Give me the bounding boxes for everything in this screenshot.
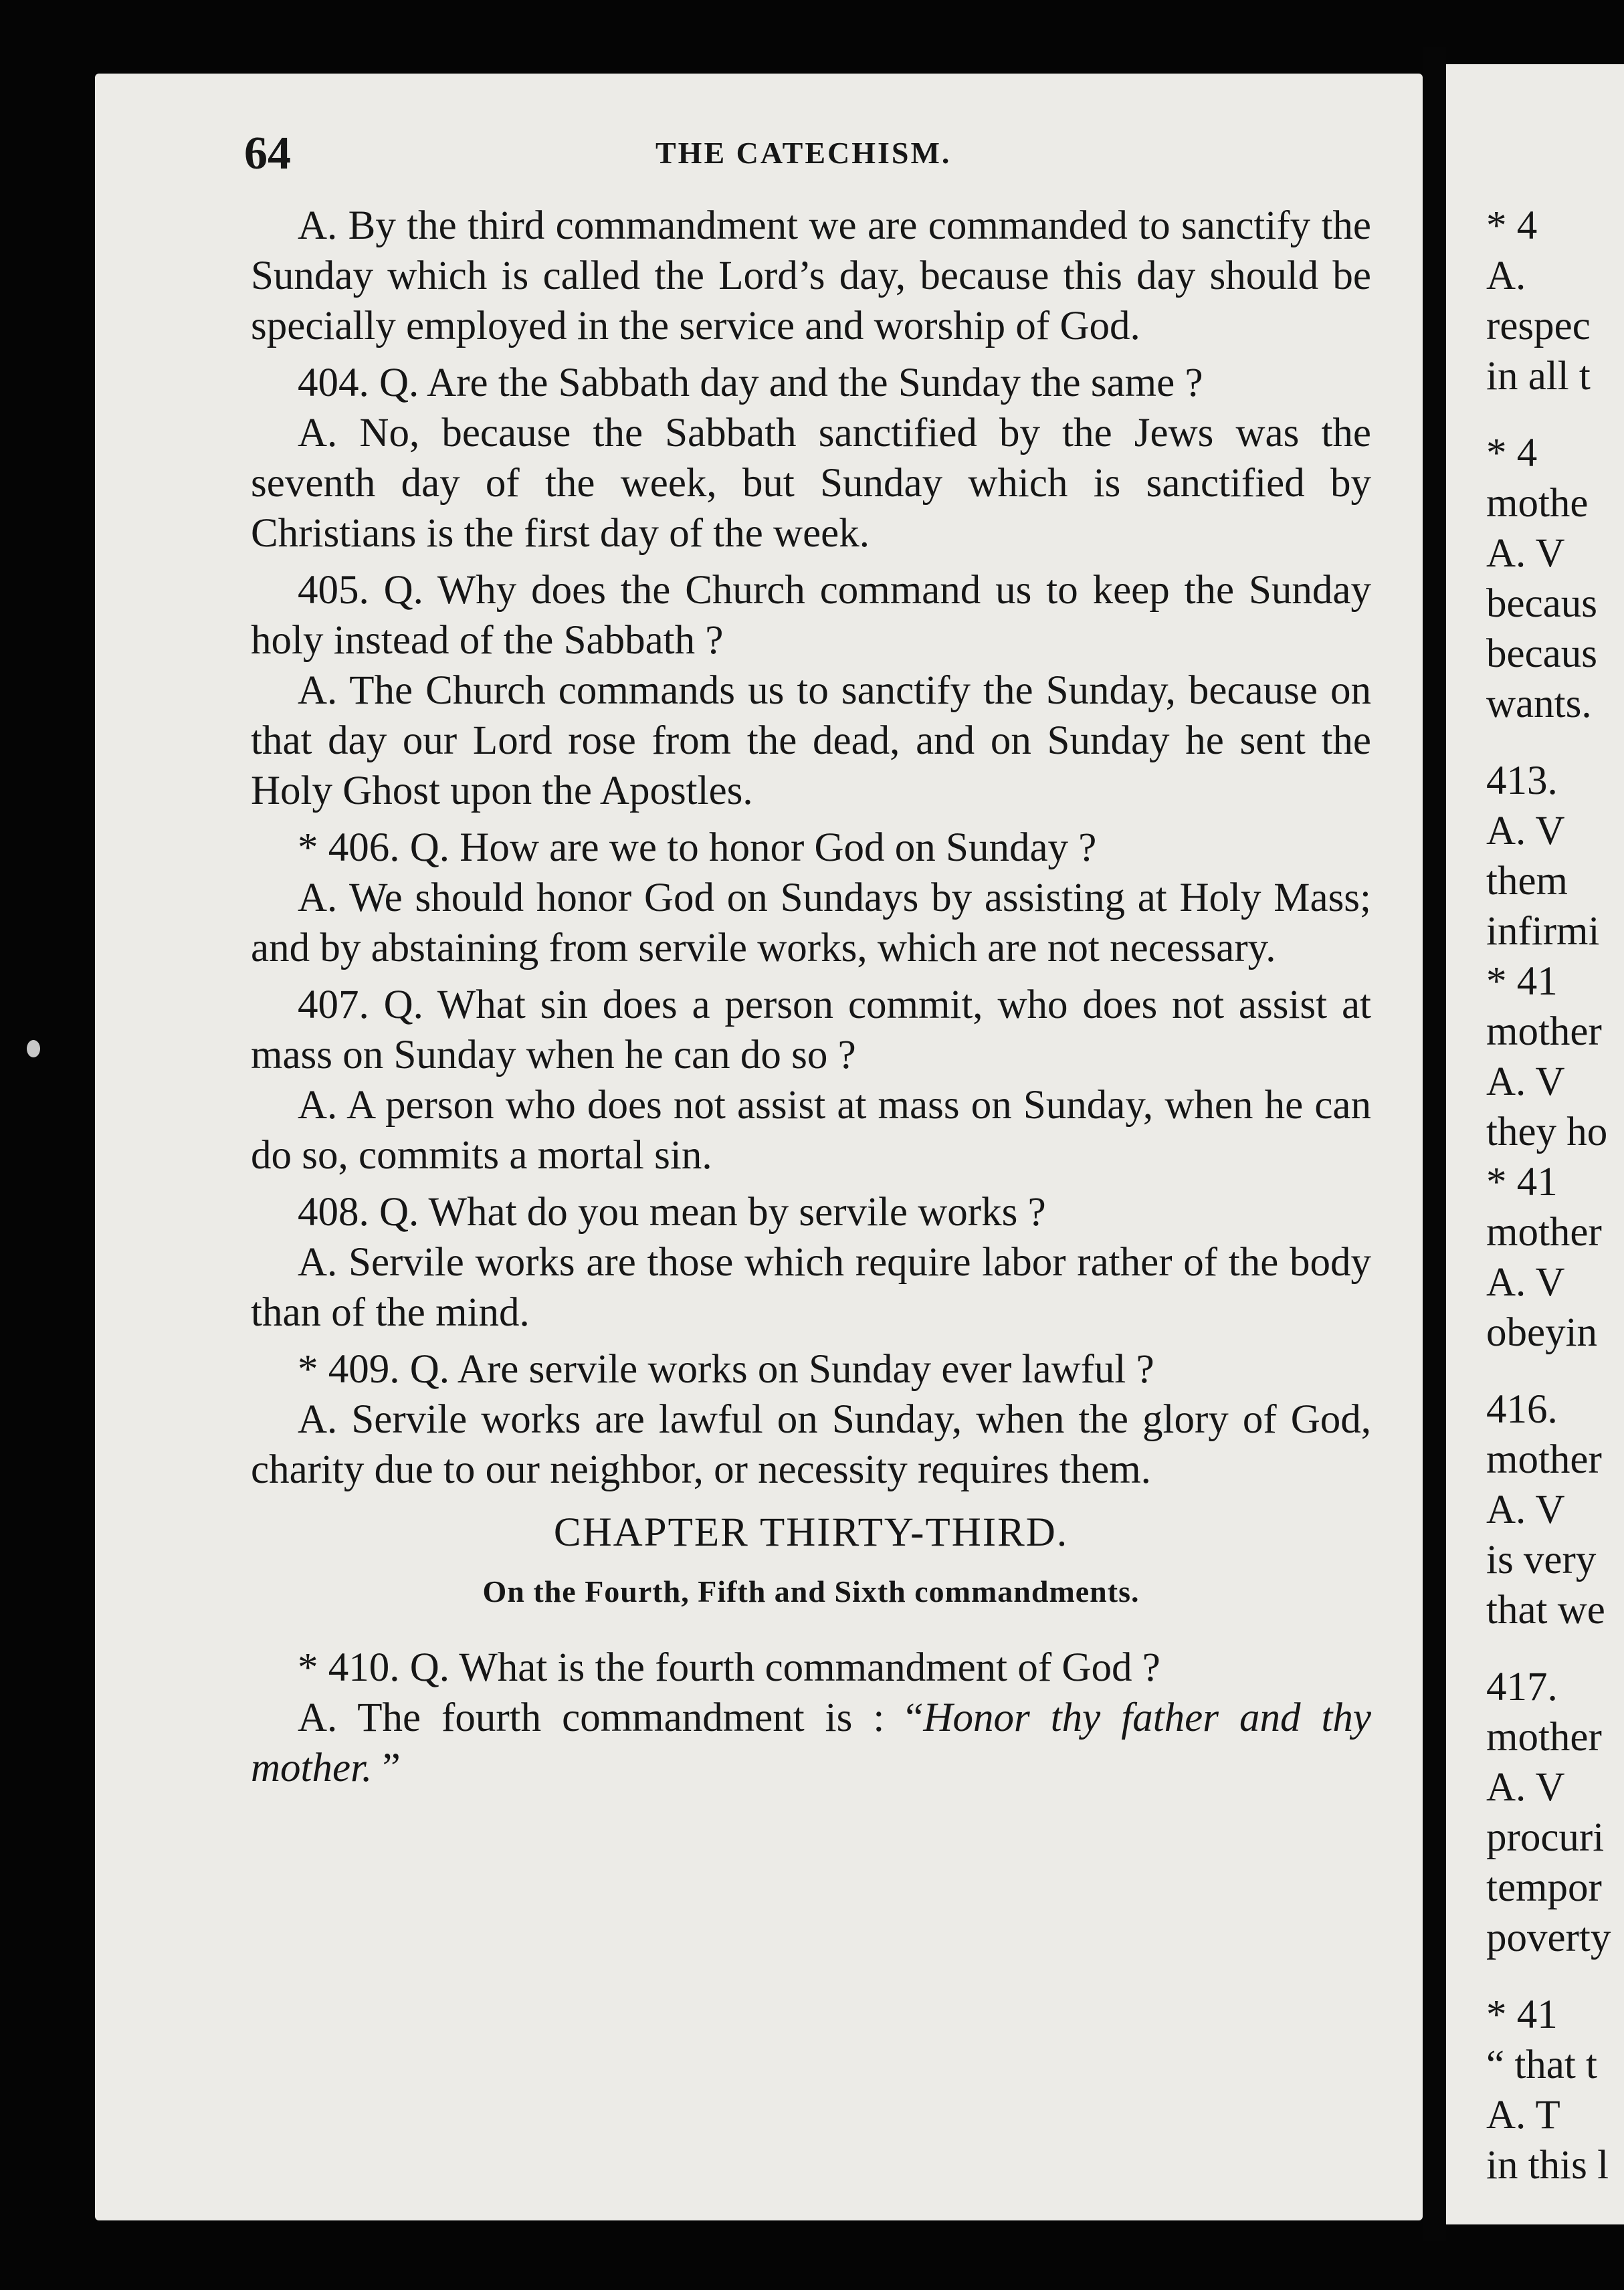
right-fragment-line: * 4 <box>1486 431 1538 476</box>
question-406: * 406. Q. How are we to honor God on Sunday ? <box>298 825 1097 870</box>
right-fragment-line: procuri <box>1486 1815 1605 1860</box>
right-fragment-line: becaus <box>1486 631 1597 676</box>
right-fragment-line: A. <box>1486 253 1526 298</box>
answer-410 <box>251 1693 1371 1793</box>
right-fragment-line: 413. <box>1486 758 1558 803</box>
right-fragment-line: they ho <box>1486 1110 1608 1154</box>
right-fragment-line: wants. <box>1486 682 1592 726</box>
question-408: 408. Q. What do you mean by servile works ? <box>298 1190 1046 1235</box>
answer-408: A. Servile works are those which require labor rather of the body than of the mind. <box>251 1240 1371 1335</box>
question-407: 407. Q. What sin does a person commit, who does not assist at mass on Sunday when he can do so ? <box>251 982 1371 1077</box>
right-fragment-line: A. V <box>1486 1260 1565 1305</box>
chapter-title: CHAPTER THIRTY-THIRD. <box>553 1510 1069 1555</box>
page-header <box>244 120 1381 181</box>
right-page-fragments <box>1486 201 1624 2190</box>
answer-410-quote: Honor thy father and thy mother. <box>251 1695 1371 1790</box>
right-fragment-line: A. V <box>1486 531 1565 576</box>
right-fragment-line: * 41 <box>1486 1160 1558 1205</box>
right-fragment-line: obeyin <box>1486 1310 1598 1355</box>
right-fragment-line: mother <box>1486 1009 1602 1054</box>
right-fragment-line: mother <box>1486 1437 1602 1482</box>
right-fragment-line: mother <box>1486 1715 1602 1760</box>
page-gutter <box>1423 47 1446 2241</box>
qa-405 <box>251 565 1371 816</box>
answer-410-prefix: A. The fourth commandment is : “ <box>298 1695 924 1740</box>
right-fragment-line: 417. <box>1486 1665 1558 1709</box>
right-fragment-line: A. V <box>1486 1487 1565 1532</box>
page-number: 64 <box>244 128 291 179</box>
right-fragment-line: * 4 <box>1486 203 1538 248</box>
chapter-subtitle: On the Fourth, Fifth and Sixth commandments. <box>482 1574 1140 1608</box>
right-fragment-line: in all t <box>1486 354 1591 399</box>
right-fragment-line: respec <box>1486 304 1591 348</box>
right-fragment-line: mothe <box>1486 481 1589 526</box>
qa-407 <box>251 980 1371 1180</box>
qa-406 <box>251 823 1371 973</box>
question-409: * 409. Q. Are servile works on Sunday ever lawful ? <box>298 1347 1154 1392</box>
right-fragment-line: A. V <box>1486 1765 1565 1810</box>
intro-answer: A. By the third commandment we are commanded to sanctify the Sunday which is called the Lord’s day, because this day should be specially employed in the service and worship of God. <box>251 203 1371 348</box>
question-405: 405. Q. Why does the Church command us to keep the Sunday holy instead of the Sabbath ? <box>251 568 1371 663</box>
right-fragment-line: that we <box>1486 1588 1605 1633</box>
ink-speck <box>27 1040 40 1057</box>
right-fragment-line: them <box>1486 859 1568 904</box>
qa-408 <box>251 1187 1371 1338</box>
left-page-text <box>251 201 1371 1800</box>
running-head: THE CATECHISM. <box>655 136 952 170</box>
right-fragment-line: poverty <box>1486 1915 1611 1960</box>
right-fragment-line: mother <box>1486 1210 1602 1255</box>
fragment-spacer <box>1486 1963 1624 1990</box>
right-fragment-line: * 41 <box>1486 1992 1558 2037</box>
question-404: 404. Q. Are the Sabbath day and the Sunday the same ? <box>298 360 1203 405</box>
answer-405: A. The Church commands us to sanctify the Sunday, because on that day our Lord rose from the dead, and on Sunday he sent the Holy Ghost upon the Apostles. <box>251 668 1371 813</box>
right-fragment-line: infirmi <box>1486 909 1600 954</box>
right-fragment-line: “ that t <box>1486 2043 1597 2087</box>
right-fragment-line: A. V <box>1486 809 1565 853</box>
qa-404 <box>251 358 1371 558</box>
fragment-spacer <box>1486 729 1624 756</box>
right-fragment-line: A. T <box>1486 2093 1560 2138</box>
right-fragment-line: 416. <box>1486 1387 1558 1432</box>
answer-409: A. Servile works are lawful on Sunday, when the glory of God, charity due to our neighbor, or necessity requires them. <box>251 1397 1371 1492</box>
right-fragment-line: becaus <box>1486 581 1597 626</box>
right-fragment-line: A. V <box>1486 1059 1565 1104</box>
right-fragment-line: is very <box>1486 1538 1597 1582</box>
right-fragment-line: tempor <box>1486 1865 1602 1910</box>
answer-410-suffix: ” <box>372 1746 401 1790</box>
qa-410 <box>251 1643 1371 1793</box>
fragment-spacer <box>1486 1358 1624 1384</box>
question-410: * 410. Q. What is the fourth commandment of God ? <box>298 1645 1160 1690</box>
answer-407: A. A person who does not assist at mass on Sunday, when he can do so, commits a mortal sin. <box>251 1083 1371 1178</box>
fragment-spacer <box>1486 1635 1624 1662</box>
answer-404: A. No, because the Sabbath sanctified by the Jews was the seventh day of the week, but Sunday which is sanctified by Christians is the first day of the week. <box>251 411 1371 556</box>
right-fragment-line: in this l <box>1486 2143 1609 2188</box>
answer-406: A. We should honor God on Sundays by assisting at Holy Mass; and by abstaining from servile works, which are not necessary. <box>251 875 1371 970</box>
right-fragment-line: * 41 <box>1486 959 1558 1004</box>
fragment-spacer <box>1486 401 1624 428</box>
qa-409 <box>251 1344 1371 1495</box>
